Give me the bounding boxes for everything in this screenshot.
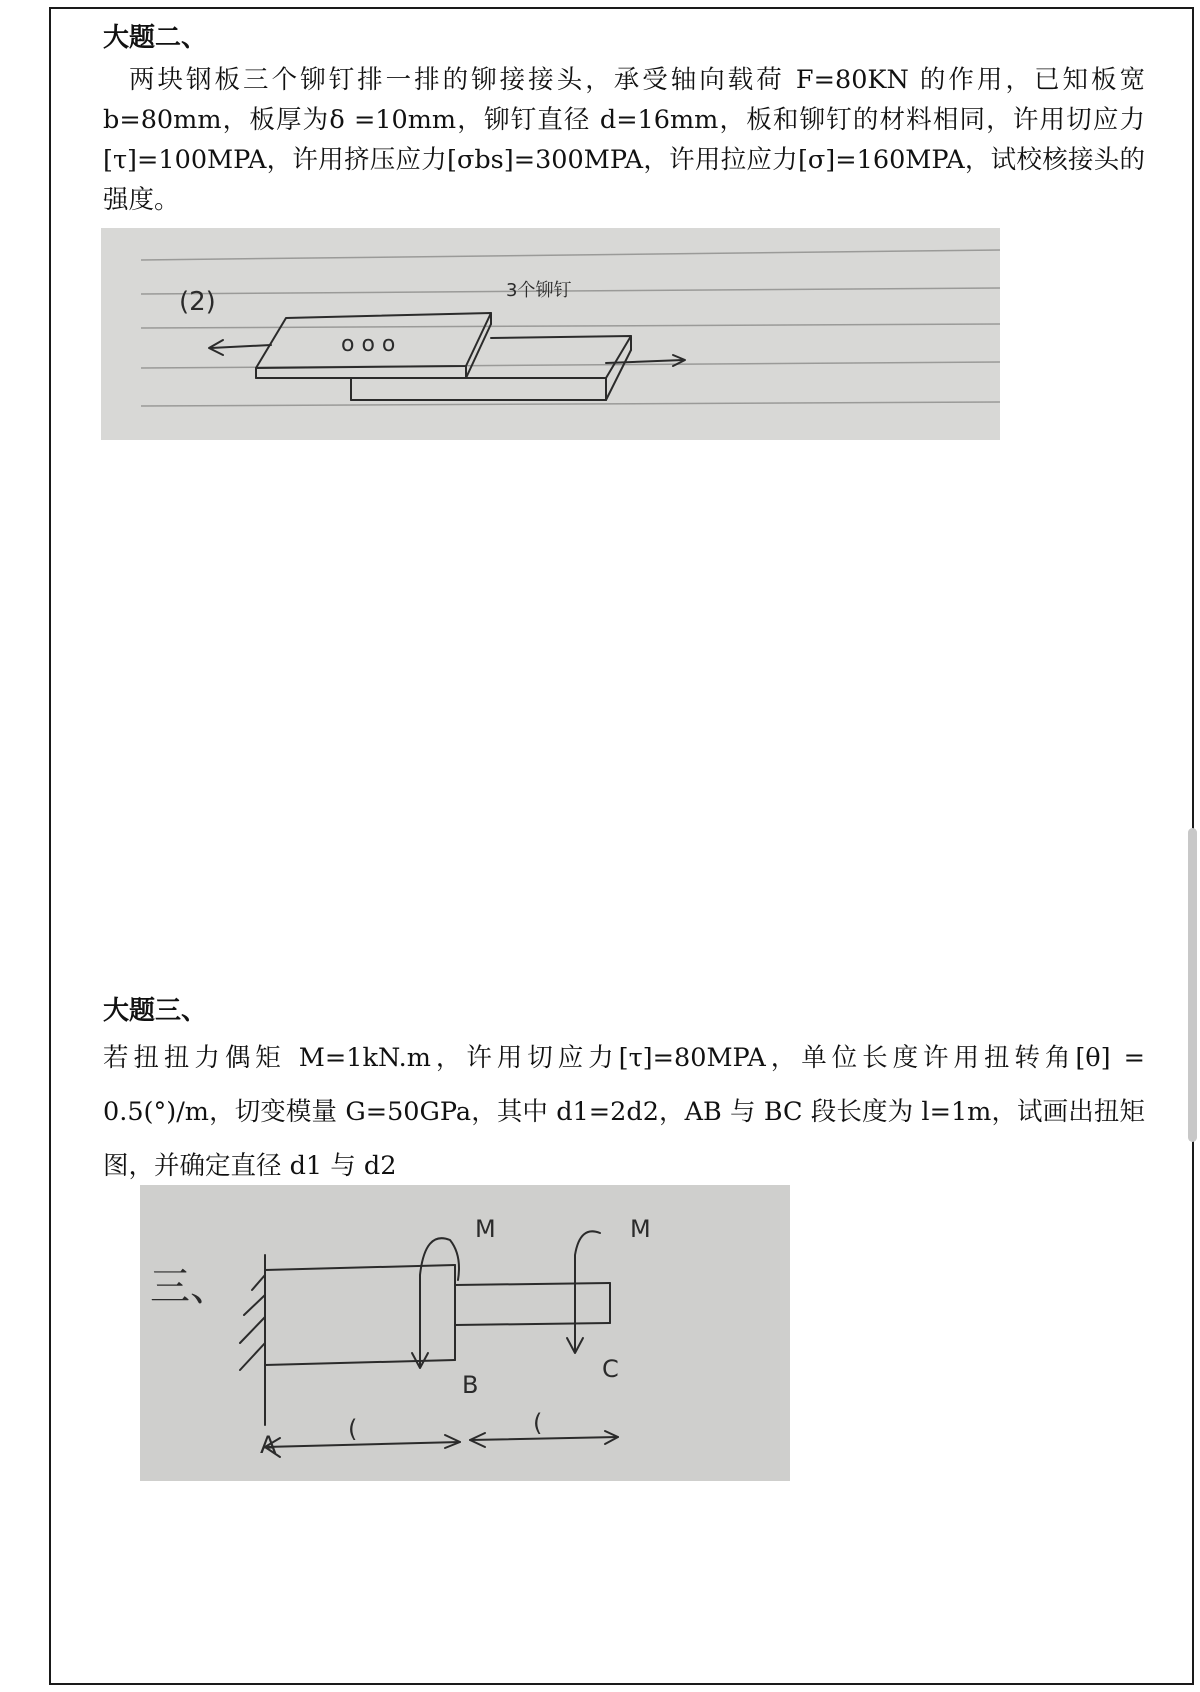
length-1-label: ( <box>348 1415 358 1443</box>
shaft-bc <box>455 1283 610 1325</box>
q3-figure-photo <box>140 1185 790 1481</box>
moment-c <box>567 1231 600 1353</box>
q2-text: 两块钢板三个铆钉排一排的铆接接头，承受轴向载荷 F=80KN 的作用，已知板宽 b=80mm，板厚为δ =10mm，铆钉直径 d=16mm，板和铆钉的材料相同，许用切应力[τ]=100MPA，许用挤压应力[σbs]=300MPA，许用拉应力[σ]=160MPA，试校核接头的强度。 <box>103 65 1145 215</box>
moment-2-label: M <box>630 1215 651 1243</box>
figure-label: (2) <box>179 287 216 317</box>
dimension-lines <box>265 1431 618 1457</box>
fixed-wall <box>240 1255 265 1425</box>
q3-text: 若扭扭力偶矩 M=1kN.m，许用切应力[τ]=80MPA，单位长度许用扭转角[θ] = 0.5(°)/m，切变模量 G=50GPa，其中 d1=2d2，AB 与 BC 段长度为 l=1m，试画出扭矩图，并确定直径 d1 与 d2 <box>103 1043 1145 1181</box>
q2-heading: 大题二、 <box>103 23 208 53</box>
q2-figure-photo <box>101 228 1000 440</box>
rivet-note: 3个铆钉 <box>506 280 572 301</box>
length-2-label: ( <box>533 1409 543 1437</box>
moment-1-label: M <box>475 1215 496 1243</box>
rivets: o o o <box>341 332 396 357</box>
scrollbar-thumb[interactable] <box>1188 828 1197 1142</box>
point-c-label: C <box>602 1355 619 1383</box>
notebook-lines <box>141 250 1000 406</box>
shaft-ab <box>265 1265 455 1365</box>
left-force-arrow <box>209 340 271 355</box>
point-a-label: A <box>260 1431 277 1459</box>
point-b-label: B <box>462 1371 479 1399</box>
figure-label: 三、 <box>150 1264 230 1310</box>
moment-b <box>412 1238 459 1368</box>
q3-heading: 大题三、 <box>103 996 208 1026</box>
